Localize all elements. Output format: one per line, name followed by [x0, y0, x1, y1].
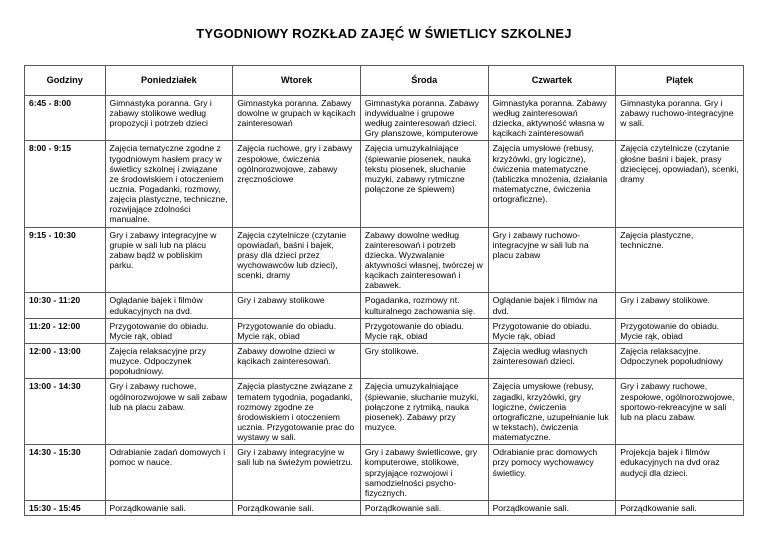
schedule-cell: Gry i zabawy stolikowe	[233, 293, 361, 318]
schedule-cell: Porządkowanie sali.	[616, 500, 744, 515]
table-row	[25, 141, 744, 227]
schedule-cell: Zajęcia czytelnicze (czytanie głośne baśni i bajek, prasy dziecięcej, opowiadań), scenki, dramy	[616, 141, 744, 227]
schedule-cell: Oglądanie bajek i filmów edukacyjnych na dvd.	[105, 293, 233, 318]
schedule-cell: Zajęcia relaksacyjne. Odpoczynek popołudniowy	[616, 343, 744, 378]
table-row	[25, 318, 744, 343]
schedule-cell: Gry i zabawy świetlicowe, gry komputerowe, stolikowe, sprzyjające rozwojowi i samodzielności psycho-fizycznych.	[360, 445, 488, 501]
schedule-cell: Gimnastyka poranna. Gry i zabawy stolikowe według propozycji i potrzeb dzieci	[105, 95, 233, 141]
time-cell: 6:45 - 8:00	[25, 95, 106, 141]
schedule-cell: Zabawy dowolne według zainteresowań i potrzeb dziecka. Wyzwalanie aktywności własnej, twórczej w kącikach zainteresowań i zabawek.	[360, 227, 488, 293]
schedule-cell: Zajęcia plastyczne, techniczne.	[616, 227, 744, 293]
time-cell: 13:00 - 14:30	[25, 379, 106, 445]
time-cell: 9:15 - 10:30	[25, 227, 106, 293]
schedule-cell: Przygotowanie do obiadu. Mycie rąk, obiad	[105, 318, 233, 343]
table-row	[25, 445, 744, 501]
schedule-cell: Projekcja bajek i filmów edukacyjnych na dvd oraz audycji dla dzieci.	[616, 445, 744, 501]
header-row	[25, 66, 744, 96]
schedule-cell: Odrabianie zadań domowych i pomoc w nauce.	[105, 445, 233, 501]
table-row	[25, 343, 744, 378]
time-cell: 14:30 - 15:30	[25, 445, 106, 501]
schedule-cell: Gry i zabawy ruchowe, zespołowe, ogólnorozwojowe, sportowo-rekreacyjne w sali lub na placu zabaw.	[616, 379, 744, 445]
column-header-monday: Poniedziałek	[105, 66, 233, 96]
table-row	[25, 95, 744, 141]
schedule-cell: Oglądanie bajek i filmów na dvd.	[488, 293, 616, 318]
schedule-cell: Zajęcia tematyczne zgodne z tygodniowym hasłem pracy w świetlicy szkolnej i związane ze środowiskiem i otoczeniem ucznia. Pogadanki, rozmowy, zajęcia plastyczne, techniczne, rozwijające zdolności manualne.	[105, 141, 233, 227]
schedule-cell: Zajęcia umuzykalniające (śpiewanie piosenek, nauka tekstu piosenek, słuchanie muzyki, zabawy rytmiczne połączone ze śpiewem)	[360, 141, 488, 227]
time-cell: 11:20 - 12:00	[25, 318, 106, 343]
schedule-cell: Zajęcia umuzykalniające (śpiewanie, słuchanie muzyki, połączone z rytmiką, nauka piosenek). Zabawy przy muzyce.	[360, 379, 488, 445]
table-row	[25, 293, 744, 318]
schedule-cell: Gimnastyka poranna. Gry i zabawy ruchowo-integracyjne w sali.	[616, 95, 744, 141]
table-row	[25, 379, 744, 445]
column-header-thursday: Czwartek	[488, 66, 616, 96]
page-title: TYGODNIOWY ROZKŁAD ZAJĘĆ W ŚWIETLICY SZKOLNEJ	[196, 26, 572, 41]
schedule-cell: Gry i zabawy integracyjne w sali lub na świeżym powietrzu.	[233, 445, 361, 501]
schedule-cell: Gimnastyka poranna. Zabawy dowolne w grupach w kącikach zainteresowań	[233, 95, 361, 141]
time-cell: 12:00 - 13:00	[25, 343, 106, 378]
column-header-hours: Godziny	[25, 66, 106, 96]
column-header-wednesday: Środa	[360, 66, 488, 96]
table-row	[25, 227, 744, 293]
schedule-cell: Gry i zabawy ruchowo-integracyjne w sali lub na placu zabaw	[488, 227, 616, 293]
schedule-cell: Porządkowanie sali.	[488, 500, 616, 515]
schedule-cell: Gry i zabawy integracyjne w grupie w sali lub na placu zabaw bądź w pobliskim parku.	[105, 227, 233, 293]
schedule-cell: Zajęcia czytelnicze (czytanie opowiadań, baśni i bajek, prasy dla dzieci przez wychowawców lub dzieci), scenki, dramy	[233, 227, 361, 293]
schedule-cell: Przygotowanie do obiadu. Mycie rąk, obiad	[233, 318, 361, 343]
schedule-cell: Gry stolikowe.	[360, 343, 488, 378]
schedule-cell: Gry i zabawy stolikowe.	[616, 293, 744, 318]
schedule-cell: Zajęcia relaksacyjne przy muzyce. Odpoczynek popołudniowy.	[105, 343, 233, 378]
schedule-cell: Porządkowanie sali.	[360, 500, 488, 515]
table-row	[25, 500, 744, 515]
schedule-cell: Gimnastyka poranna. Zabawy według zainteresowań dziecka, aktywność własna w kącikach zainteresowań	[488, 95, 616, 141]
column-header-tuesday: Wtorek	[233, 66, 361, 96]
schedule-cell: Gimnastyka poranna. Zabawy indywidualne i grupowe według zainteresowań dzieci. Gry planszowe, komputerowe	[360, 95, 488, 141]
schedule-table	[24, 65, 744, 516]
schedule-cell: Zajęcia plastyczne związane z tematem tygodnia, pogadanki, rozmowy zgodne ze środowiskiem i otoczeniem ucznia. Przygotowanie prac do wystawy w sali.	[233, 379, 361, 445]
schedule-cell: Przygotowanie do obiadu. Mycie rąk, obiad	[616, 318, 744, 343]
schedule-cell: Porządkowanie sali.	[105, 500, 233, 515]
schedule-cell: Przygotowanie do obiadu. Mycie rąk, obiad	[360, 318, 488, 343]
schedule-cell: Przygotowanie do obiadu. Mycie rąk, obiad	[488, 318, 616, 343]
column-header-friday: Piątek	[616, 66, 744, 96]
time-cell: 10:30 - 11:20	[25, 293, 106, 318]
time-cell: 15:30 - 15:45	[25, 500, 106, 515]
schedule-cell: Zajęcia umysłowe (rebusy, krzyżówki, gry logiczne), ćwiczenia matematyczne (tabliczka mnożenia, działania matematyczne, ćwiczenia ortograficzne).	[488, 141, 616, 227]
schedule-cell: Pogadanka, rozmowy nt. kulturalnego zachowania się.	[360, 293, 488, 318]
schedule-cell: Odrabianie prac domowych przy pomocy wychowawcy świetlicy.	[488, 445, 616, 501]
schedule-cell: Gry i zabawy ruchowe, ogólnorozwojowe w sali zabaw lub na placu zabaw.	[105, 379, 233, 445]
schedule-cell: Zajęcia ruchowe, gry i zabawy zespołowe, ćwiczenia ogólnorozwojowe, zabawy zręcznościowe	[233, 141, 361, 227]
schedule-cell: Zabawy dowolne dzieci w kącikach zainteresowań.	[233, 343, 361, 378]
time-cell: 8:00 - 9:15	[25, 141, 106, 227]
schedule-cell: Zajęcia według własnych zainteresowań dzieci.	[488, 343, 616, 378]
schedule-cell: Porządkowanie sali.	[233, 500, 361, 515]
schedule-cell: Zajęcia umysłowe (rebusy, zagadki, krzyżówki, gry logiczne, ćwiczenia ortograficzne, uzupełnianie luk w tekstach), ćwiczenia matematyczne.	[488, 379, 616, 445]
